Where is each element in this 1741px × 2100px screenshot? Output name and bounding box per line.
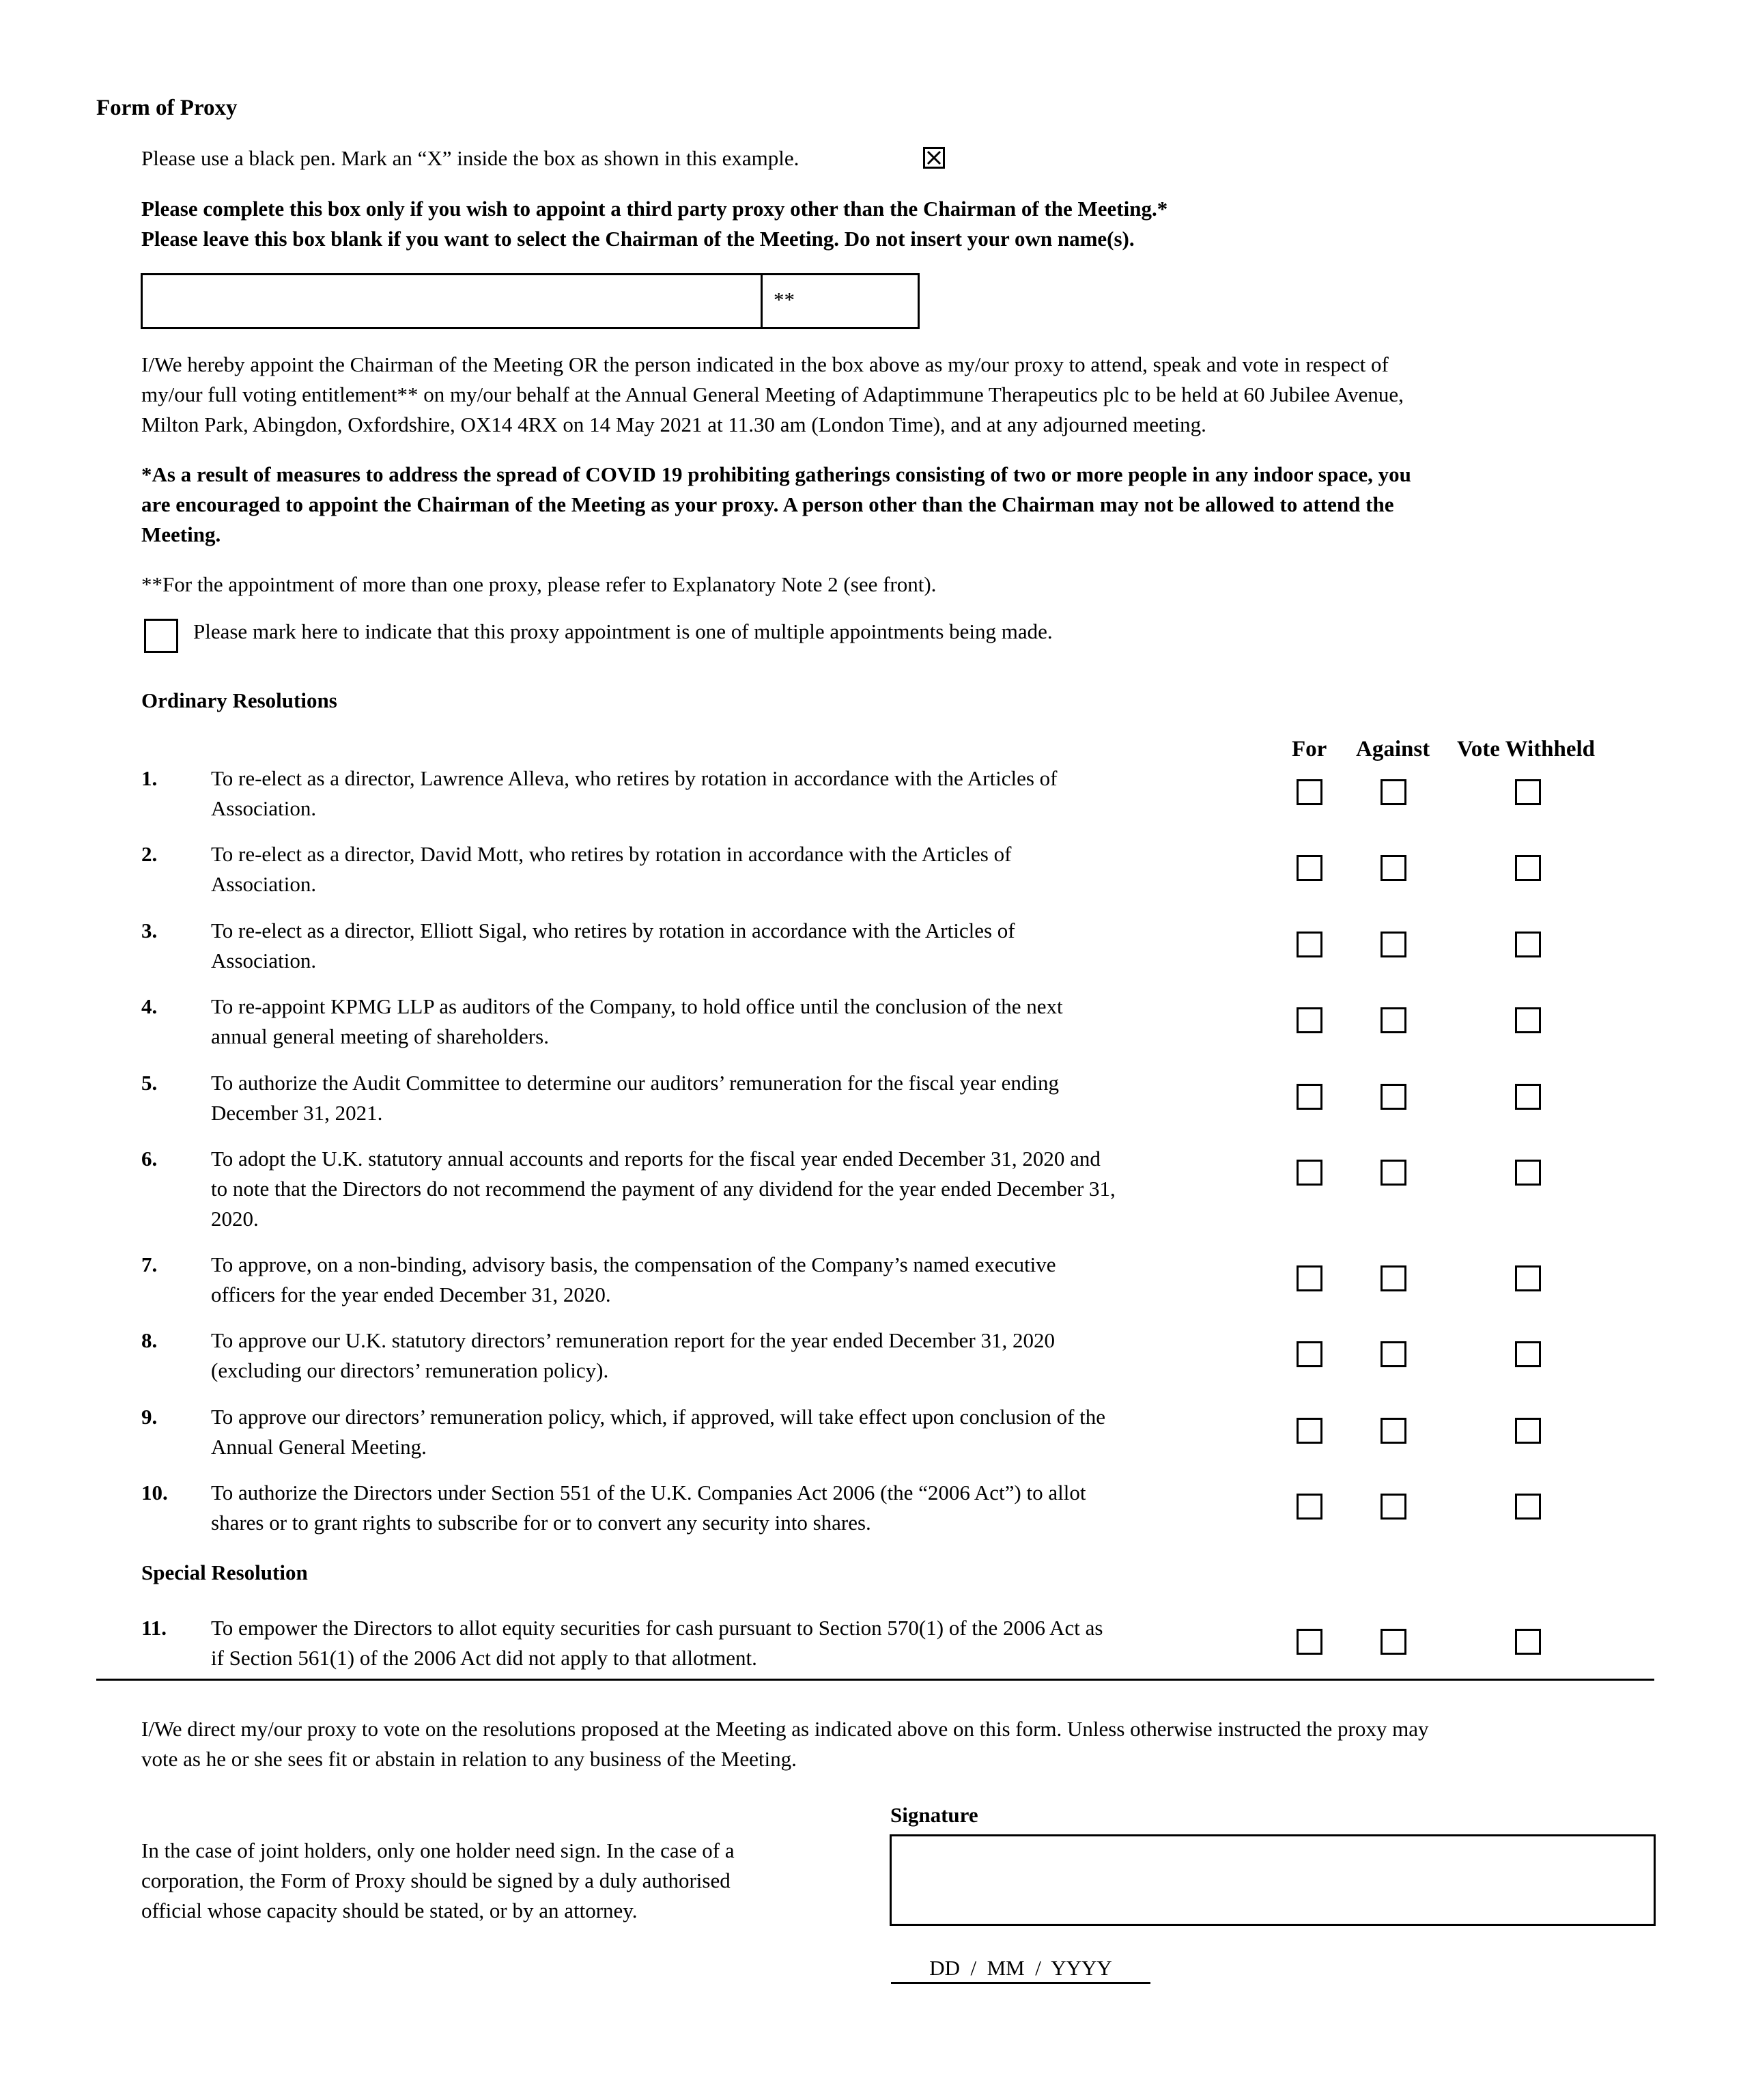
resolution-text-line: To authorize the Audit Committee to determine our auditors’ remuneration for the fiscal year ending [211, 1071, 1060, 1095]
resolution-text-line: December 31, 2021. [211, 1101, 383, 1125]
proxy-shares-marker: ** [774, 288, 795, 311]
vote-withheld-checkbox-3[interactable] [1515, 932, 1541, 957]
vote-withheld-checkbox-7[interactable] [1515, 1265, 1541, 1291]
resolution-text-line: 2020. [211, 1207, 259, 1231]
resolution-text-line: officers for the year ended December 31, 2020. [211, 1283, 611, 1306]
resolution-text [211, 839, 1276, 899]
resolution-text-line: To empower the Directors to allot equity securities for cash pursuant to Section 570(1) of the 2006 Act as [211, 1616, 1103, 1640]
vote-for-checkbox-2[interactable] [1297, 855, 1322, 881]
section-divider [96, 1679, 1654, 1681]
vote-for-checkbox-1[interactable] [1297, 779, 1322, 805]
vote-against-checkbox-9[interactable] [1381, 1418, 1406, 1444]
appointment-line-1: I/We hereby appoint the Chairman of the Meeting OR the person indicated in the box above as my/our proxy to attend, speak and vote in respect of [141, 352, 1389, 376]
resolution-number: 9. [141, 1405, 158, 1429]
ordinary-resolutions-heading: Ordinary Resolutions [141, 688, 337, 712]
signature-label: Signature [890, 1803, 978, 1827]
resolution-number: 2. [141, 842, 158, 866]
resolution-number: 7. [141, 1252, 158, 1276]
resolution-number: 10. [141, 1481, 168, 1504]
resolution-text-line: To authorize the Directors under Section 551 of the U.K. Companies Act 2006 (the “2006 Act”) to allot [211, 1481, 1086, 1504]
vote-for-checkbox-9[interactable] [1297, 1418, 1322, 1444]
resolution-number: 3. [141, 919, 158, 942]
resolution-number: 1. [141, 766, 158, 790]
vote-withheld-checkbox-6[interactable] [1515, 1160, 1541, 1186]
multiple-proxy-note: **For the appointment of more than one proxy, please refer to Explanatory Note 2 (see front). [141, 572, 937, 596]
form-title: Form of Proxy [96, 96, 238, 120]
vote-for-checkbox-7[interactable] [1297, 1265, 1322, 1291]
vote-withheld-checkbox-9[interactable] [1515, 1418, 1541, 1444]
resolution-text [211, 1613, 1276, 1673]
vote-against-checkbox-7[interactable] [1381, 1265, 1406, 1291]
column-for: For [1292, 737, 1327, 761]
vote-withheld-checkbox-10[interactable] [1515, 1494, 1541, 1520]
appoint-instruction-1: Please complete this box only if you wish to appoint a third party proxy other than the Chairman of the Meeting.* [141, 197, 1168, 221]
multiple-appointments-checkbox[interactable] [144, 619, 178, 653]
resolution-number: 6. [141, 1147, 158, 1171]
resolution-text-line: (excluding our directors’ remuneration policy). [211, 1358, 609, 1382]
vote-for-checkbox-5[interactable] [1297, 1084, 1322, 1110]
column-vote-withheld: Vote Withheld [1457, 737, 1596, 761]
vote-withheld-checkbox-8[interactable] [1515, 1341, 1541, 1367]
resolution-text-line: annual general meeting of shareholders. [211, 1024, 549, 1048]
vote-against-checkbox-2[interactable] [1381, 855, 1406, 881]
resolution-text-line: To approve our directors’ remuneration policy, which, if approved, will take effect upon conclusion of the [211, 1405, 1106, 1429]
resolution-text [211, 1144, 1276, 1234]
vote-against-checkbox-3[interactable] [1381, 932, 1406, 957]
vote-for-checkbox-11[interactable] [1297, 1629, 1322, 1655]
resolution-text-line: Association. [211, 796, 317, 820]
pen-instruction: Please use a black pen. Mark an “X” inside the box as shown in this example. [141, 146, 799, 170]
vote-withheld-checkbox-1[interactable] [1515, 779, 1541, 805]
appointment-line-2: my/our full voting entitlement** on my/our behalf at the Annual General Meeting of Adaptimmune Therapeutics plc to be held at 60 Jubilee Avenue, [141, 382, 1404, 406]
resolution-text [211, 1402, 1276, 1462]
covid-note-line-3: Meeting. [141, 522, 221, 546]
appointment-line-3: Milton Park, Abingdon, Oxfordshire, OX14 4RX on 14 May 2021 at 11.30 am (London Time), and at any adjourned meeting. [141, 412, 1206, 436]
vote-for-checkbox-8[interactable] [1297, 1341, 1322, 1367]
vote-for-checkbox-10[interactable] [1297, 1494, 1322, 1520]
resolution-text [211, 992, 1276, 1052]
vote-withheld-checkbox-5[interactable] [1515, 1084, 1541, 1110]
vote-for-checkbox-6[interactable] [1297, 1160, 1322, 1186]
resolution-text [211, 1478, 1276, 1538]
covid-note-line-2: are encouraged to appoint the Chairman of the Meeting as your proxy. A person other than the Chairman may not be allowed to attend the [141, 492, 1394, 516]
vote-for-checkbox-3[interactable] [1297, 932, 1322, 957]
resolution-text-line: To re-elect as a director, Elliott Sigal, who retires by rotation in accordance with the Articles of [211, 919, 1015, 942]
vote-against-checkbox-4[interactable] [1381, 1007, 1406, 1033]
special-resolution-heading: Special Resolution [141, 1560, 308, 1584]
resolution-number: 5. [141, 1071, 158, 1095]
resolution-text [211, 1068, 1276, 1128]
vote-withheld-checkbox-11[interactable] [1515, 1629, 1541, 1655]
resolution-text-line: To re-elect as a director, Lawrence Alleva, who retires by rotation in accordance with the Articles of [211, 766, 1058, 790]
resolution-text-line: To re-elect as a director, David Mott, who retires by rotation in accordance with the Articles of [211, 842, 1012, 866]
resolution-text-line: if Section 561(1) of the 2006 Act did not apply to that allotment. [211, 1646, 757, 1670]
direction-line-1: I/We direct my/our proxy to vote on the resolutions proposed at the Meeting as indicated above on this form. Unless otherwise instructed the proxy may [141, 1717, 1429, 1741]
resolution-text [211, 1326, 1276, 1386]
resolution-text-line: Association. [211, 872, 317, 896]
covid-note-line-1: *As a result of measures to address the spread of COVID 19 prohibiting gatherings consisting of two or more people in any indoor space, you [141, 462, 1411, 486]
resolution-text-line: Association. [211, 949, 317, 972]
resolution-text-line: Annual General Meeting. [211, 1435, 427, 1459]
vote-against-checkbox-1[interactable] [1381, 779, 1406, 805]
resolution-text [211, 1250, 1276, 1310]
appoint-instruction-2: Please leave this box blank if you want to select the Chairman of the Meeting. Do not insert your own name(s). [141, 227, 1135, 251]
resolution-text-line: To approve our U.K. statutory directors’ remuneration report for the year ended December 31, 2020 [211, 1328, 1055, 1352]
joint-holders-line-2: corporation, the Form of Proxy should be signed by a duly authorised [141, 1868, 731, 1892]
date-field[interactable]: DD / MM / YYYY [891, 1955, 1150, 1984]
vote-against-checkbox-11[interactable] [1381, 1629, 1406, 1655]
joint-holders-line-1: In the case of joint holders, only one holder need sign. In the case of a [141, 1838, 735, 1862]
column-against: Against [1356, 737, 1430, 761]
resolution-text-line: to note that the Directors do not recommend the payment of any dividend for the year ended December 31, [211, 1177, 1116, 1201]
resolution-text-line: To adopt the U.K. statutory annual accounts and reports for the fiscal year ended December 31, 2020 and [211, 1147, 1101, 1171]
vote-against-checkbox-6[interactable] [1381, 1160, 1406, 1186]
joint-holders-line-3: official whose capacity should be stated, or by an attorney. [141, 1899, 638, 1922]
vote-against-checkbox-5[interactable] [1381, 1084, 1406, 1110]
multiple-appointments-label: Please mark here to indicate that this proxy appointment is one of multiple appointments being made. [193, 619, 1053, 643]
vote-withheld-checkbox-2[interactable] [1515, 855, 1541, 881]
resolution-text-line: To approve, on a non-binding, advisory basis, the compensation of the Company’s named executive [211, 1252, 1056, 1276]
vote-against-checkbox-10[interactable] [1381, 1494, 1406, 1520]
example-checkbox-icon [923, 147, 945, 169]
resolution-text [211, 764, 1276, 824]
direction-line-2: vote as he or she sees fit or abstain in relation to any business of the Meeting. [141, 1747, 797, 1771]
resolution-number: 11. [141, 1616, 167, 1640]
vote-against-checkbox-8[interactable] [1381, 1341, 1406, 1367]
vote-withheld-checkbox-4[interactable] [1515, 1007, 1541, 1033]
resolution-text-line: To re-appoint KPMG LLP as auditors of the Company, to hold office until the conclusion of the next [211, 994, 1063, 1018]
resolution-number: 8. [141, 1328, 158, 1352]
resolution-number: 4. [141, 994, 158, 1018]
proxy-shares-input[interactable] [761, 273, 920, 329]
resolution-text [211, 916, 1276, 976]
vote-for-checkbox-4[interactable] [1297, 1007, 1322, 1033]
resolution-text-line: shares or to grant rights to subscribe for or to convert any security into shares. [211, 1511, 871, 1535]
signature-box[interactable] [890, 1834, 1656, 1926]
